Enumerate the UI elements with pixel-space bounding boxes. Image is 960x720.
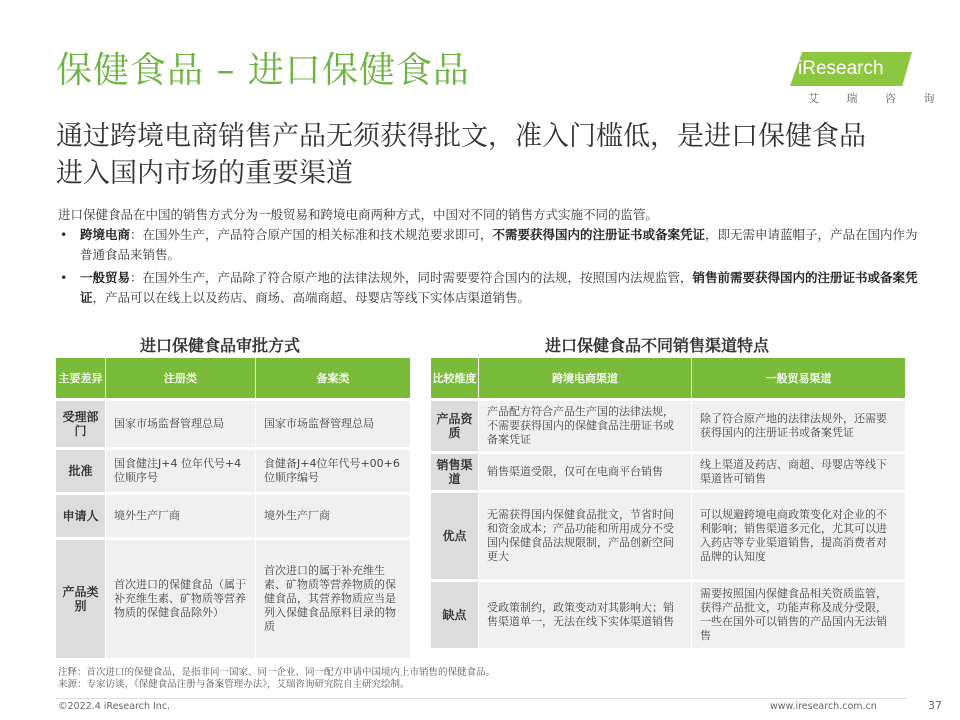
bullet-bold-text: 销售前需要获得国内的注册证书或备案凭证 xyxy=(80,270,918,305)
table-header-row xyxy=(56,358,411,398)
table-header-cell: 主要差异 xyxy=(56,358,106,398)
bullet-cross-border xyxy=(58,225,918,265)
page-subtitle: 通过跨境电商销售产品无须获得批文，准入门槛低，是进口保健食品进入国内市场的重要渠道 xyxy=(56,121,866,189)
footer-divider xyxy=(56,698,906,699)
table-cell: 首次进口的属于补充维生素、矿物质等营养物质的保健食品，其营养物质应当是列入保健食品原料目录的物质 xyxy=(256,540,411,658)
bullet-bold-text: 不需要获得国内的注册证书或备案凭证 xyxy=(492,227,706,242)
table-cell: 销售渠道受限，仅可在电商平台销售 xyxy=(479,454,692,490)
bullet-text-tail: ，产品可以在线上以及药店、商场、高端商超、母婴店等线下实体店渠道销售。 xyxy=(92,290,531,305)
table-row xyxy=(431,401,906,451)
table-cell: 国家市场监督管理总局 xyxy=(256,401,411,447)
row-label: 受理部门 xyxy=(56,401,106,447)
table-header-cell: 注册类 xyxy=(106,358,256,398)
table-header-row xyxy=(431,358,906,398)
row-label: 申请人 xyxy=(56,495,106,537)
table-row xyxy=(56,450,411,492)
table-cell: 受政策制约，政策变动对其影响大；销售渠道单一，无法在线下实体渠道销售 xyxy=(479,582,692,648)
bullet-text: ：在国外生产，产品符合原产国的相关标准和技术规范要求即可， xyxy=(130,227,493,242)
table-cell: 需要按照国内保健食品相关资质监管，获得产品批文，功能声称及成分受限，一些在国外可以销售的产品国内无法销售 xyxy=(692,582,906,648)
logo-cn-text: 艾 瑞 咨 询 xyxy=(808,92,947,105)
logo-brand-text: iResearch xyxy=(798,58,884,79)
table-cell: 产品配方符合产品生产国的法律法规，不需要获得国内的保健食品注册证书或备案凭证 xyxy=(479,401,692,451)
table-row xyxy=(56,495,411,537)
bullet-general-trade xyxy=(58,268,918,308)
site-url: www.iresearch.com.cn xyxy=(770,701,877,712)
page-number: 37 xyxy=(928,699,942,712)
table-cell: 除了符合原产地的法律法规外，还需要获得国内的注册证书或备案凭证 xyxy=(692,401,906,451)
table-cell: 境外生产厂商 xyxy=(256,495,411,537)
table-row xyxy=(431,493,906,579)
page-title: 保健食品 – 进口保健食品 xyxy=(56,50,470,91)
bullet-head: 跨境电商 xyxy=(80,227,131,242)
bullet-head: 一般贸易 xyxy=(80,270,131,285)
right-table-title: 进口保健食品不同销售渠道特点 xyxy=(545,336,770,355)
table-header-cell: 比较维度 xyxy=(431,358,479,398)
row-label: 产品类别 xyxy=(56,540,106,658)
source-line: 来源：专家访谈，《保健食品注册与备案管理办法》，艾瑞咨询研究院自主研究绘制。 xyxy=(58,679,410,690)
row-label: 缺点 xyxy=(431,582,479,648)
bullet-text-tail: ，即无需申请蓝帽子，产品在国内作为普通食品来销售。 xyxy=(80,227,918,262)
iresearch-logo xyxy=(790,52,947,108)
row-label: 优点 xyxy=(431,493,479,579)
row-label: 销售渠道 xyxy=(431,454,479,490)
bullet-text: ：在国外生产，产品除了符合原产地的法律法规外，同时需要要符合国内的法规，按照国内法规监管， xyxy=(130,270,693,285)
table-header-cell: 跨境电商渠道 xyxy=(479,358,692,398)
table-cell: 首次进口的保健食品（属于补充维生素、矿物质等营养物质的保健食品除外） xyxy=(106,540,256,658)
bullet-dot-icon: • xyxy=(60,227,68,242)
sales-channel-table xyxy=(431,355,906,651)
table-row xyxy=(431,582,906,648)
left-table-title: 进口保健食品审批方式 xyxy=(140,336,301,355)
table-cell: 无需获得国内保健食品批文，节省时间和资金成本；产品功能和所用成分不受国内保健食品法规限制，产品创新空间更大 xyxy=(479,493,692,579)
table-row xyxy=(431,454,906,490)
table-header-cell: 一般贸易渠道 xyxy=(692,358,906,398)
table-cell: 国食健注J+4 位年代号+4 位顺序号 xyxy=(106,450,256,492)
table-row xyxy=(56,540,411,658)
row-label: 产品资质 xyxy=(431,401,479,451)
note-line: 注释：首次进口的保健食品，是指非同一国家、同一企业、同一配方申请中国境内上市销售的保健食品。 xyxy=(58,667,496,678)
table-cell: 可以规避跨境电商政策变化对企业的不利影响；销售渠道多元化，尤其可以进入药店等专业渠道销售，提高消费者对品牌的认知度 xyxy=(692,493,906,579)
table-cell: 国家市场监督管理总局 xyxy=(106,401,256,447)
table-cell: 境外生产厂商 xyxy=(106,495,256,537)
table-cell: 食健备J+4位年代号+00+6位顺序编号 xyxy=(256,450,411,492)
bullet-dot-icon: • xyxy=(60,270,68,285)
row-label: 批准 xyxy=(56,450,106,492)
approval-method-table xyxy=(56,355,411,661)
table-header-cell: 备案类 xyxy=(256,358,411,398)
copyright-text: ©2022.4 iResearch Inc. xyxy=(58,701,171,712)
table-row xyxy=(56,401,411,447)
table-cell: 线上渠道及药店、商超、母婴店等线下渠道皆可销售 xyxy=(692,454,906,490)
footnotes xyxy=(58,667,918,691)
intro-paragraph: 进口保健食品在中国的销售方式分为一般贸易和跨境电商两种方式，中国对不同的销售方式实施不同的监管。 xyxy=(58,207,659,222)
